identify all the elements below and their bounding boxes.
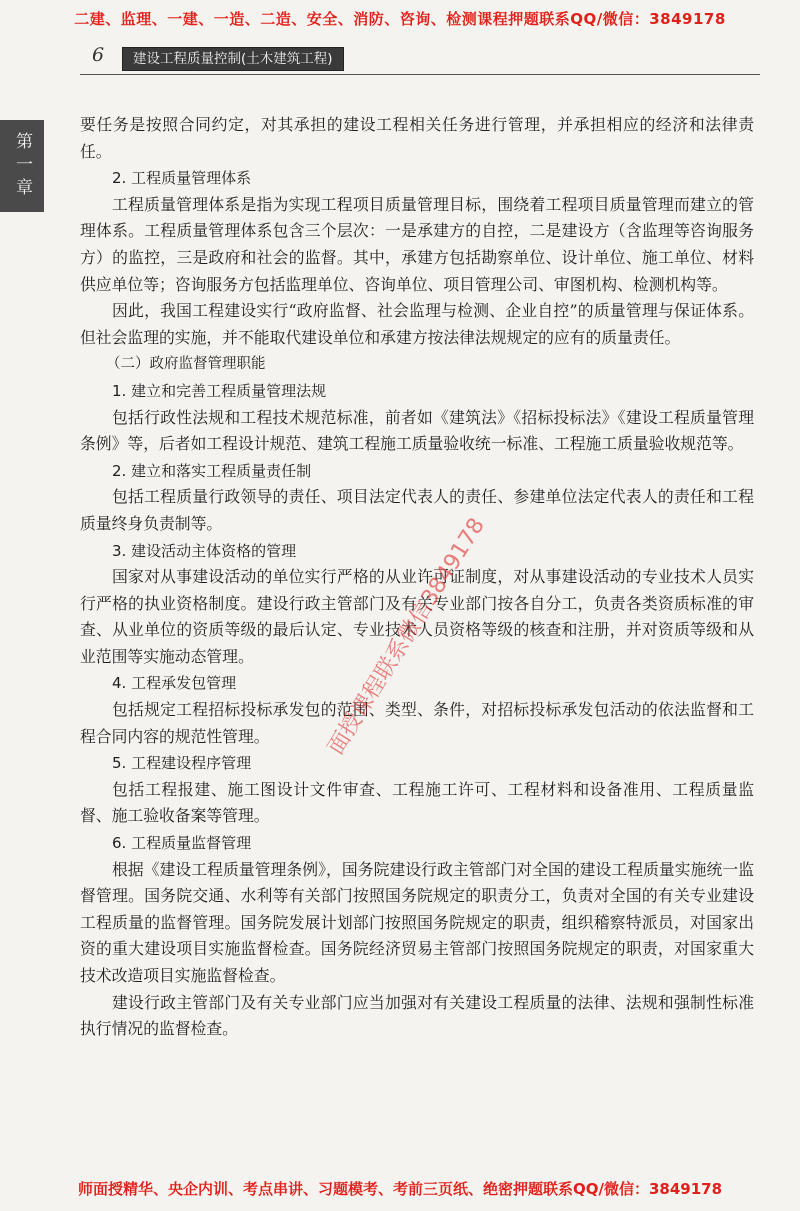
- paragraph: 包括工程质量行政领导的责任、项目法定代表人的责任、参建单位法定代表人的责任和工程质量终身负责制等。: [80, 487, 754, 533]
- subheading: 2. 建立和落实工程质量责任制: [112, 461, 312, 480]
- paragraph: 建设行政主管部门及有关专业部门应当加强对有关建设工程质量的法律、法规和强制性标准执行情况的监督检查。: [80, 992, 754, 1039]
- paragraph: 包括工程报建、施工图设计文件审查、工程施工许可、工程材料和设备准用、工程质量监督、施工验收备案等管理。: [80, 779, 754, 826]
- subheading: 2. 工程质量管理体系: [112, 169, 252, 188]
- paragraph: 包括规定工程招标投标承发包的范围、类型、条件，对招标投标承发包活动的依法监督和工程合同内容的规范性管理。: [80, 700, 754, 746]
- chapter-tab: 第一章: [0, 120, 44, 212]
- paragraph: 国家对从事建设活动的单位实行严格的从业许可证制度，对从事建设活动的专业技术人员实行严格的执业资格制度。建设行政主管部门及有关专业部门按各自分工，负责各类资质标准的审查、从业单位的资质等级的最后认定、专业技术人员资格等级的核查和注册，并对资质等级和从业范围等实施动态管理。: [80, 567, 754, 666]
- running-head: 建设工程质量控制(土木建筑工程): [122, 47, 344, 71]
- subheading: 6. 工程质量监督管理: [112, 834, 252, 853]
- section-heading: （二）政府监督管理职能: [106, 356, 266, 373]
- subheading: 1. 建立和完善工程质量管理法规: [112, 381, 327, 400]
- paragraph: 根据《建设工程质量管理条例》，国务院建设行政主管部门对全国的建设工程质量实施统一监督管理。国务院交通、水利等有关部门按照国务院规定的职责分工，负责对全国的有关专业建设工程质量的监督管理。国务院发展计划部门按照国务院规定的职责，组织稽察特派员，对国家出资的重大建设项目实施监督检查。国务院经济贸易主管部门按照国务院规定的职责，对国家重大技术改造项目实施监督检查。: [80, 859, 754, 985]
- bottom-promo-banner: 师面授精华、央企内训、考点串讲、习题模考、考前三页纸、绝密押题联系QQ/微信：3849178: [77, 1180, 723, 1198]
- subheading: 5. 工程建设程序管理: [112, 754, 252, 773]
- page-body: [80, 112, 754, 1043]
- subheading: 4. 工程承发包管理: [112, 674, 237, 693]
- paragraph: 因此，我国工程建设实行“政府监督、社会监理与检测、企业自控”的质量管理与保证体系。但社会监理的实施，并不能取代建设单位和承建方按法律法规规定的应有的质量责任。: [80, 301, 754, 347]
- header-divider: [80, 74, 760, 75]
- page-number: 6: [92, 44, 105, 66]
- watermark-stamp: 面授课程联系微信3849178: [323, 513, 490, 760]
- top-promo-banner: 二建、监理、一建、一造、二造、安全、消防、咨询、检测课程押题联系QQ/微信：3849178: [74, 10, 726, 28]
- paragraph: 包括行政性法规和工程技术规范标准，前者如《建筑法》《招标投标法》《建设工程质量管理条例》等，后者如工程设计规范、建筑工程施工质量验收统一标准、工程施工质量验收规范等。: [80, 407, 754, 454]
- paragraph: 工程质量管理体系是指为实现工程项目质量管理目标，围绕着工程项目质量管理而建立的管理体系。工程质量管理体系包含三个层次：一是承建方的自控，二是建设方（含监理等咨询服务方）的监控，三是政府和社会的监督。其中，承建方包括勘察单位、设计单位、施工单位、材料供应单位等；咨询服务方包括监理单位、咨询单位、项目管理公司、审图机构、检测机构等。: [80, 194, 754, 294]
- paragraph: 要任务是按照合同约定，对其承担的建设工程相关任务进行管理，并承担相应的经济和法律责任。: [80, 115, 754, 161]
- subheading: 3. 建设活动主体资格的管理: [112, 541, 297, 560]
